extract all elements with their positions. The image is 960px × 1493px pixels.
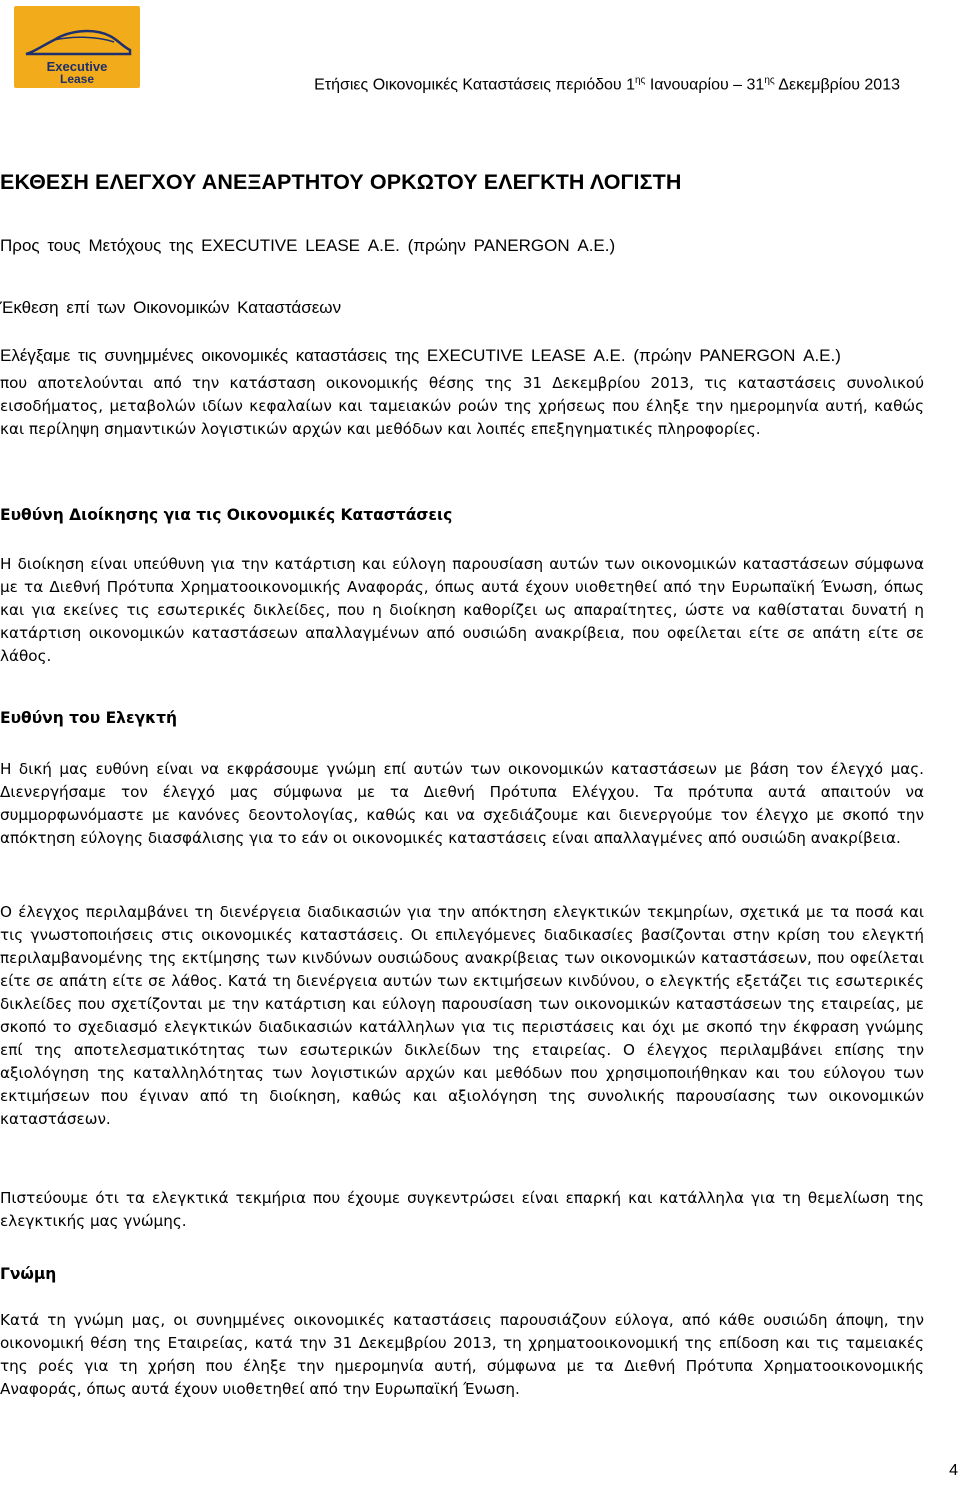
intro-paragraph: που αποτελούνται από την κατάσταση οικονομικής θέσης της 31 Δεκεμβρίου 2013, τις καταστάσεις συνολικού εισοδήματος, μεταβολών ιδίων κεφαλαίων και ταμειακών ροών της χρήσεως που έληξε την ημερομηνία αυτή, καθώς και περίληψη σημαντικών λογιστικών αρχών και μεθόδων και λοιπές επεξηγηματικές πληροφορίες. xyxy=(0,374,924,438)
company-logo xyxy=(14,6,140,88)
header-text-3: Δεκεμβρίου 2013 xyxy=(774,76,900,94)
management-responsibility-heading: Ευθύνη Διοίκησης για τις Οικονομικές Καταστάσεις xyxy=(0,506,453,524)
page-number: 4 xyxy=(949,1462,958,1479)
header-text-1: Ετήσιες Οικονομικές Καταστάσεις περιόδου 1 xyxy=(314,76,635,94)
addressee-line: Προς τους Μετόχους της EXECUTIVE LEASE Α.Ε. (πρώην PANERGON Α.Ε.) xyxy=(0,236,616,255)
auditor-responsibility-heading: Ευθύνη του Ελεγκτή xyxy=(0,709,178,727)
auditor-paragraph-3: Πιστεύουμε ότι τα ελεγκτικά τεκμήρια που έχουμε συγκεντρώσει είναι επαρκή και κατάλληλα για τη θεμελίωση της ελεγκτικής μας γνώμης. xyxy=(0,1189,924,1230)
auditor-paragraph-1: Η δική μας ευθύνη είναι να εκφράσουμε γνώμη επί αυτών των οικονομικών καταστάσεων με βάση τον έλεγχό μας. Διενεργήσαμε τον έλεγχό μας σύμφωνα με τα Διεθνή Πρότυπα Ελέγχου. Τα πρότυπα αυτά απαιτούν να συμμορφωνόμαστε με κανόνες δεοντολογίας, καθώς και να σχεδιάζουμε και διενεργούμε τον έλεγχο με σκοπό την απόκτηση εύλογης διασφάλισης για το εάν οι οικονομικές καταστάσεις είναι απαλλαγμένες από ουσιώδη ανακρίβεια. xyxy=(0,760,924,847)
management-responsibility-text: Η διοίκηση είναι υπεύθυνη για την κατάρτιση και εύλογη παρουσίαση αυτών των οικονομικών καταστάσεων σύμφωνα με τα Διεθνή Πρότυπα Χρηματοοικονομικής Αναφοράς, όπως αυτά έχουν υιοθετηθεί από την Ευρωπαϊκή Ένωση, όπως και για εκείνες τις εσωτερικές δικλείδες, που η διοίκηση καθορίζει ως απαραίτητες, ώστε να καθίσταται δυνατή η κατάρτιση οικονομικών καταστάσεων απαλλαγμένων από ουσιώδη ανακρίβεια, που οφείλεται είτε σε απάτη είτε σε λάθος. xyxy=(0,555,924,665)
report-main-title: ΕΚΘΕΣΗ ΕΛΕΓΧΟΥ ΑΝΕΞΑΡΤΗΤΟΥ ΟΡΚΩΤΟΥ ΕΛΕΓΚΤΗ ΛΟΓΙΣΤΗ xyxy=(0,170,682,194)
logo-word-executive: Executive xyxy=(46,59,108,74)
header-superscript-1: ης xyxy=(635,75,646,86)
report-subtitle: Έκθεση επί των Οικονομικών Καταστάσεων xyxy=(0,298,342,317)
document-header xyxy=(314,75,900,94)
header-superscript-2: ης xyxy=(764,75,775,86)
auditor-paragraph-2: Ο έλεγχος περιλαμβάνει τη διενέργεια διαδικασιών για την απόκτηση ελεγκτικών τεκμηρίων, σχετικά με τα ποσά και τις γνωστοποιήσεις στις οικονομικές καταστάσεις. Οι επιλεγόμενες διαδικασίες βασίζονται στην κρίση του ελεγκτή περιλαμβανομένης της εκτίμησης των κινδύνων ουσιώδους ανακρίβειας των οικονομικών καταστάσεων, που οφείλεται είτε σε απάτη είτε σε λάθος. Κατά τη διενέργεια αυτών των εκτιμήσεων κινδύνου, ο ελεγκτής εξετάζει τις εσωτερικές δικλείδες που σχετίζονται με την κατάρτιση και εύλογη παρουσίαση των οικονομικών καταστάσεων της εταιρείας, με σκοπό το σχεδιασμό ελεγκτικών διαδικασιών κατάλληλων για τις περιστάσεις και όχι με σκοπό την έκφραση γνώμης επί της αποτελεσματικότητας των εσωτερικών δικλείδων της εταιρείας. Ο έλεγχος περιλαμβάνει επίσης την αξιολόγηση της καταλληλότητας των λογιστικών αρχών και μεθόδων που χρησιμοποιήθηκαν και του εύλογου των εκτιμήσεων που έγιναν από τη διοίκηση, καθώς και αξιολόγηση της συνολικής παρουσίασης των οικονομικών καταστάσεων. xyxy=(0,903,924,1128)
intro-first-line: Ελέγξαμε τις συνημμένες οικονομικές καταστάσεις της EXECUTIVE LEASE Α.Ε. (πρώην PANERGON Α.Ε.) xyxy=(0,346,841,365)
logo-word-lease: Lease xyxy=(59,72,95,86)
opinion-text: Κατά τη γνώμη μας, οι συνημμένες οικονομικές καταστάσεις παρουσιάζουν εύλογα, από κάθε ουσιώδη άποψη, την οικονομική θέση της Εταιρείας, κατά την 31 Δεκεμβρίου 2013, τη χρηματοοικονομική της επίδοση και τις ταμειακές της ροές για τη χρήση που έληξε την ημερομηνία αυτή, σύμφωνα με τα Διεθνή Πρότυπα Χρηματοοικονομικής Αναφοράς, όπως αυτά έχουν υιοθετηθεί από την Ευρωπαϊκή Ένωση. xyxy=(0,1311,924,1398)
opinion-heading: Γνώμη xyxy=(0,1265,57,1283)
header-text-2: Ιανουαρίου – 31 xyxy=(645,76,765,94)
